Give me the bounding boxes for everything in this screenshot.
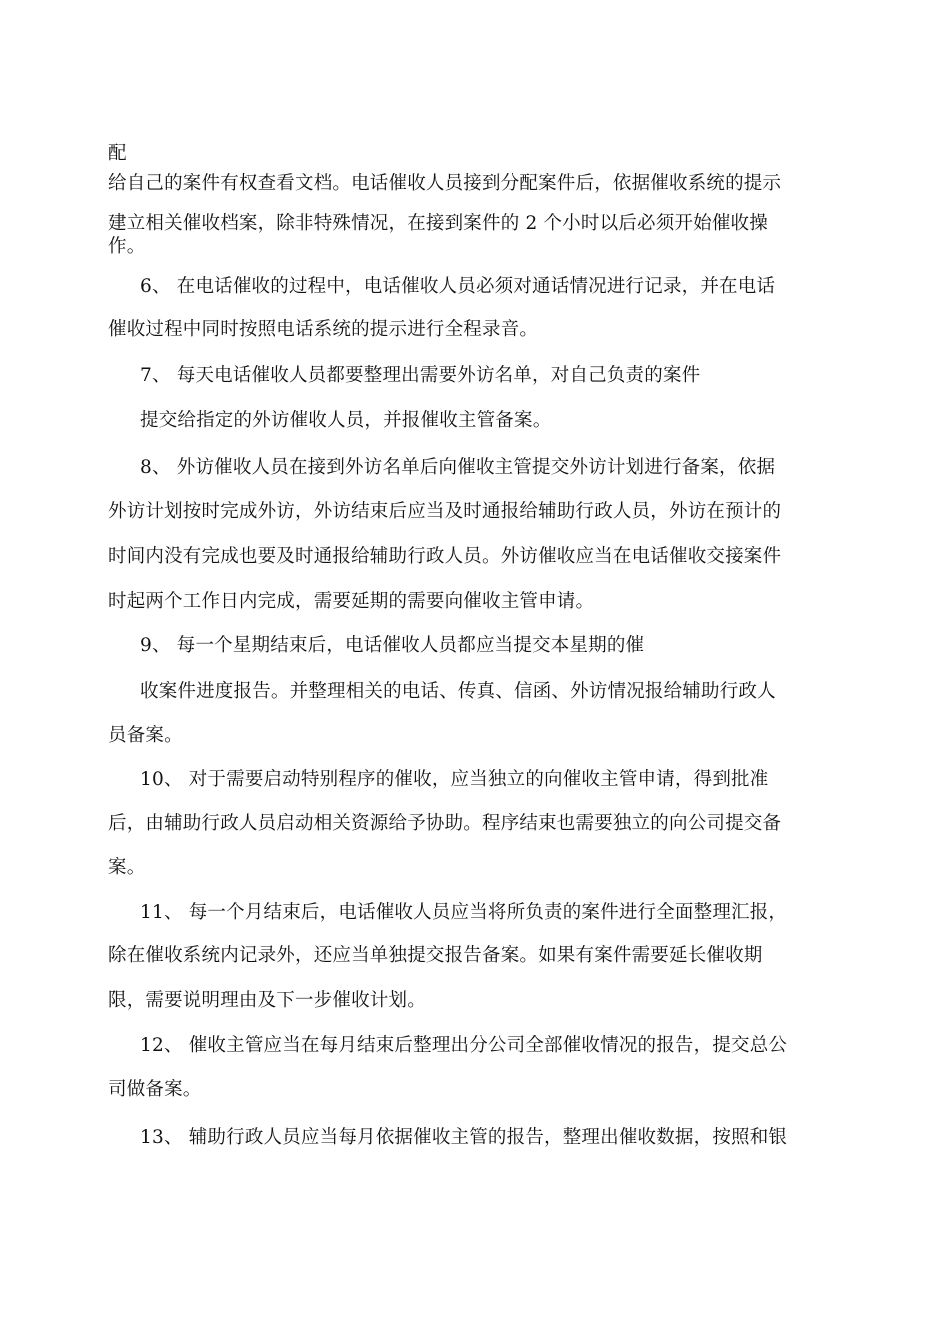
text-line: 时间内没有完成也要及时通报给辅助行政人员。外访催收应当在电话催收交接案件 [108, 546, 782, 567]
text-line: 10、 对于需要启动特别程序的催收，应当独立的向催收主管申请，得到批准 [140, 769, 769, 790]
text-line: 13、 辅助行政人员应当每月依据催收主管的报告，整理出催收数据，按照和银 [140, 1127, 788, 1148]
text-line: 8、 外访催收人员在接到外访名单后向催收主管提交外访计划进行备案，依据 [140, 457, 776, 478]
text-line: 12、 催收主管应当在每月结束后整理出分公司全部催收情况的报告，提交总公 [140, 1035, 788, 1056]
text-line: 给自己的案件有权查看文档。电话催收人员接到分配案件后，依据催收系统的提示 [108, 173, 782, 194]
text-line: 配 [108, 143, 127, 164]
text-line: 11、 每一个月结束后，电话催收人员应当将所负责的案件进行全面整理汇报， [140, 902, 788, 923]
text-line: 司做备案。 [108, 1079, 202, 1100]
text-line: 后，由辅助行政人员启动相关资源给予协助。程序结束也需要独立的向公司提交备 [108, 813, 782, 834]
text-line: 时起两个工作日内完成，需要延期的需要向催收主管申请。 [108, 591, 595, 612]
text-line: 作。 [108, 236, 146, 257]
text-line: 员备案。 [108, 725, 183, 746]
text-line: 限，需要说明理由及下一步催收计划。 [108, 990, 426, 1011]
text-line: 除在催收系统内记录外，还应当单独提交报告备案。如果有案件需要延长催收期 [108, 945, 763, 966]
text-line: 案。 [108, 857, 146, 878]
text-line: 6、 在电话催收的过程中，电话催收人员必须对通话情况进行记录，并在电话 [140, 276, 776, 297]
text-line: 收案件进度报告。并整理相关的电话、传真、信函、外访情况报给辅助行政人 [140, 681, 776, 702]
text-line: 外访计划按时完成外访，外访结束后应当及时通报给辅助行政人员，外访在预计的 [108, 501, 782, 522]
text-line: 建立相关催收档案，除非特殊情况，在接到案件的 2 个小时以后必须开始催收操 [108, 213, 768, 234]
text-line: 7、 每天电话催收人员都要整理出需要外访名单，对自己负责的案件 [140, 365, 701, 386]
text-line: 9、 每一个星期结束后，电话催收人员都应当提交本星期的催 [140, 635, 645, 656]
text-line: 催收过程中同时按照电话系统的提示进行全程录音。 [108, 319, 539, 340]
text-line: 提交给指定的外访催收人员，并报催收主管备案。 [140, 410, 552, 431]
